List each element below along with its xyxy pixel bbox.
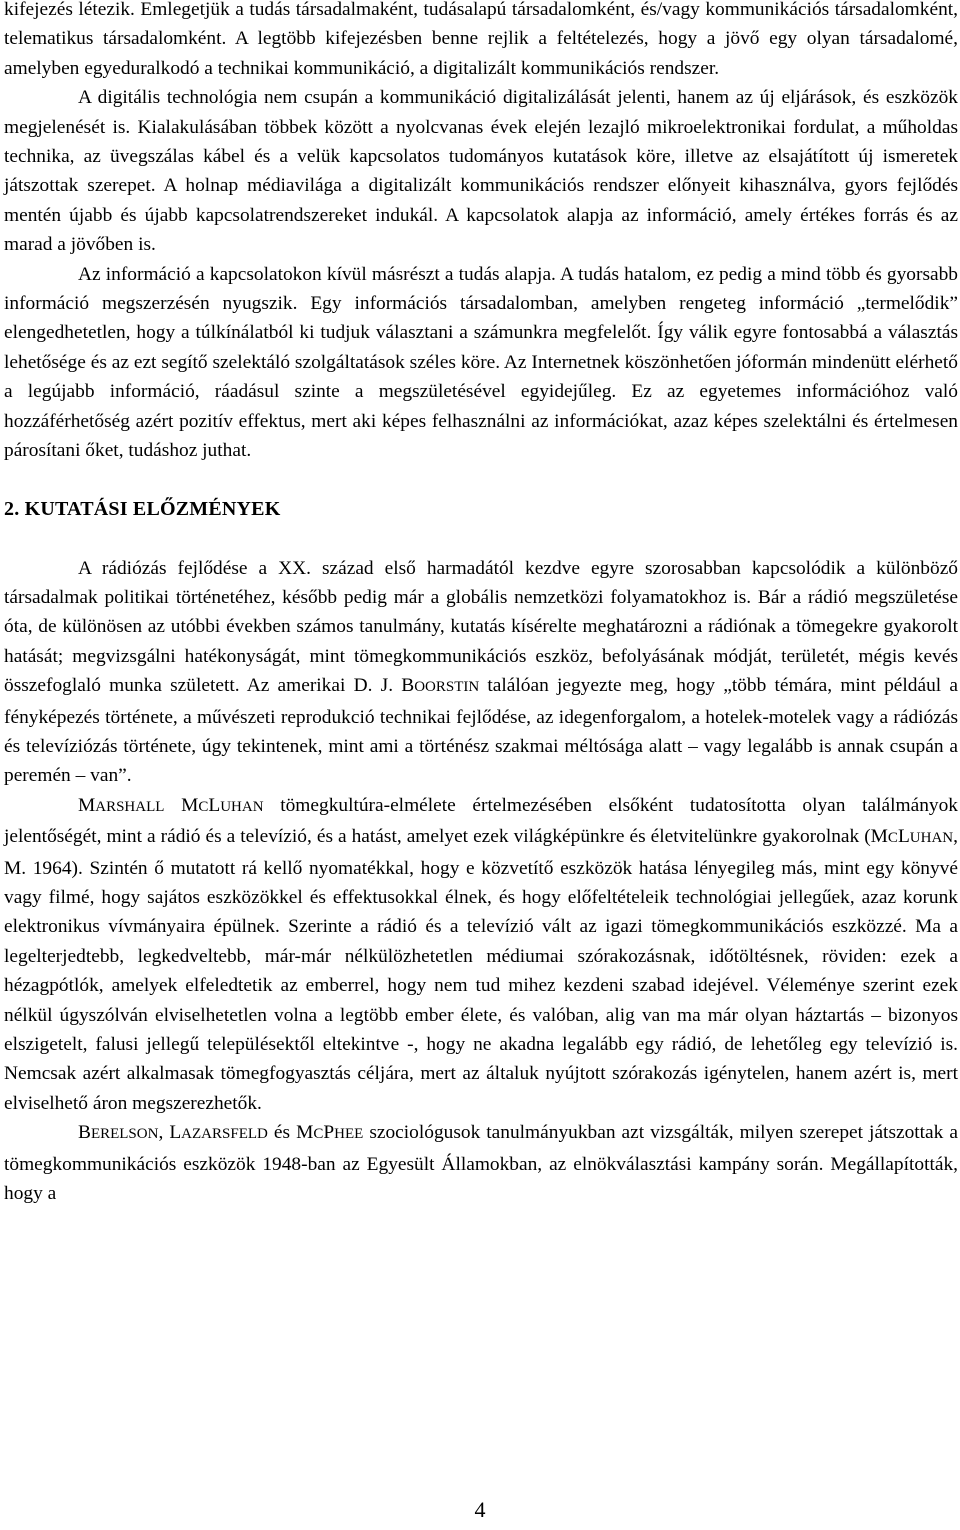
author-name: MARSHALL MCLUHAN	[78, 794, 264, 816]
paragraph-intro: kifejezés létezik. Emlegetjük a tudás társadalmaként, tudásalapú társadalomként, és/vagy kommunikációs társadalomként, telematikus társadalomként. A legtöbb kifejezésben benne rejlik a feltételezés, hogy a jövő egy olyan társadalomé, amelyben egyeduralkodó a technikai kommunikáció, a digitalizált kommunikációs rendszer.	[4, 0, 958, 79]
spacer	[4, 524, 958, 554]
paragraph-mcluhan	[4, 791, 958, 1118]
paragraph-text: . Szintén ő mutatott rá kellő nyomatékkal, hogy e közvetítő eszközök hatása lényegileg más, mint egy könyvé vagy filmé, hogy sajátos eszközökkel és effektusokkal élnek, és hogy előfeltételeik technológiai jellegűek, azaz korunk elektronikus vívmányaira épülnek. Szerinte a rádió és a televízió vált az igazi tömegkommunikációs eszközzé. Ma a legelterjedtebb, legkedveltebb, már-már nélkülözhetetlen médiumai szórakozásnak, időtöltésnek, röviden: ezek a hézagpótlók, amelyek elfeledtetik az emberrel, hogy nem tud mihez kezdeni szabad idejével. Véleménye szerint ezek nélkül úgyszólván elviselhetetlen volna a legtöbb ember élete, és valóban, alig van ma már olyan háztartás – bizonyos elszigetelt, falusi jellegű településektől eltekintve -, hogy ne akadna legalább egy rádió, de lehetőleg egy televízió is. Nemcsak azért alkalmasak tömegfogyasztás céljára, mert az általuk nyújtott szórakozás igénytelen, hanem azért is, mert elviselhető áron megszerezhetők.	[4, 857, 958, 1114]
page-number: 4	[474, 1497, 486, 1522]
author-name: BOORSTIN	[401, 675, 480, 697]
section-heading: 2. KUTATÁSI ELŐZMÉNYEK	[4, 497, 281, 520]
paragraph-text: szociológusok tanulmányukban azt vizsgálták, milyen szerepet játszottak a tömegkommunikációs eszközök 1948-ban az Egyesült Államokban, az elnökválasztási kampány során. Megállapították, hogy a	[4, 1122, 958, 1205]
document-page	[4, 0, 958, 1208]
paragraph-berelson	[4, 1118, 958, 1208]
paragraph-information: Az információ a kapcsolatokon kívül másrészt a tudás alapja. A tudás hatalom, ez pedig a mind több és gyorsabb információ megszerzésén nyugszik. Egy információs társadalomban, amelyben rengeteg információ „termelődik” elengedhetetlen, hogy a túlkínálatból ki tudjuk választani a számunkra megfelelőt. Így válik egyre fontosabbá a választás lehetősége és az ezt segítő szelektáló szolgáltatások széles köre. Az Internetnek köszönhetően jóformán mindenütt elérhető a legújabb információ, ráadásul szinte a megszületésével egyidejűleg. Ez az egyetemes információhoz való hozzáférhetőség azért pozitív effektus, mert aki képes felhasználni az információkat, azaz képes szelektálni és értelmesen párosítani őket, tudáshoz juthat.	[4, 263, 958, 462]
spacer	[4, 466, 958, 494]
author-names: BERELSON, LAZARSFELD és MCPHEE	[78, 1122, 364, 1144]
paragraph-text: A rádiózás fejlődése a XX. század első harmadától kezdve egyre szorosabban kapcsolódik a különböző társadalmak politikai történetéhez, később pedig már a globális nemzetközi folyamatokhoz is. Bár a rádió megszületése óta, de különösen az utóbbi években számos tanulmány, kutatás kísérelte meghatározni a rádiónak a tömegekre gyakorolt hatását; megvizsgálni hatékonyságát, mint tömegkommunikációs eszköz, befolyásának módját, területét, mégis kevés összefoglaló munka született. Az amerikai D. J.	[4, 557, 958, 697]
paragraph-radio-development	[4, 554, 958, 791]
citation: MCLUHAN, M. 1964)	[4, 826, 958, 879]
paragraph-digital-technology: A digitális technológia nem csupán a kommunikáció digitalizálását jelenti, hanem az új eljárások, és eszközök megjelenését is. Kialakulásában többek között a nyolcvanas évek elején lezajló mikroelektronikai fordulat, a műholdas technika, az üvegszálas kábel és a velük kapcsolatos tudományos kutatások köre, illetve az elsajátított új ismeretek játszottak szerepet. A holnap médiavilága a digitalizált kommunikációs rendszer előnyeit kihasználva, gyors fejlődés mentén újabb és újabb kapcsolatrendszereket indukál. A kapcsolatok alapja az információ, amely értékes forrás és az marad a jövőben is.	[4, 87, 958, 256]
paragraph-text: találóan jegyezte meg, hogy „több témára, mint például a fényképezés története, a művészeti reprodukció technikai fejlődése, az idegenforgalom, a hotelek-motelek vagy a rádiózás és televíziózás története, úgy tekintenek, mint ami a történész szakmai méltósága alatt – vagy legalább is annak csupán a peremén – van”.	[4, 675, 958, 787]
paragraph-text: tömegkultúra-elmélete értelmezésében elsőként tudatosította olyan találmányok jelentőségét, mint a rádió és a televízió, és a hatást, amelyet ezek világképünkre és életvitelünkre gyakorolnak (	[4, 794, 958, 848]
